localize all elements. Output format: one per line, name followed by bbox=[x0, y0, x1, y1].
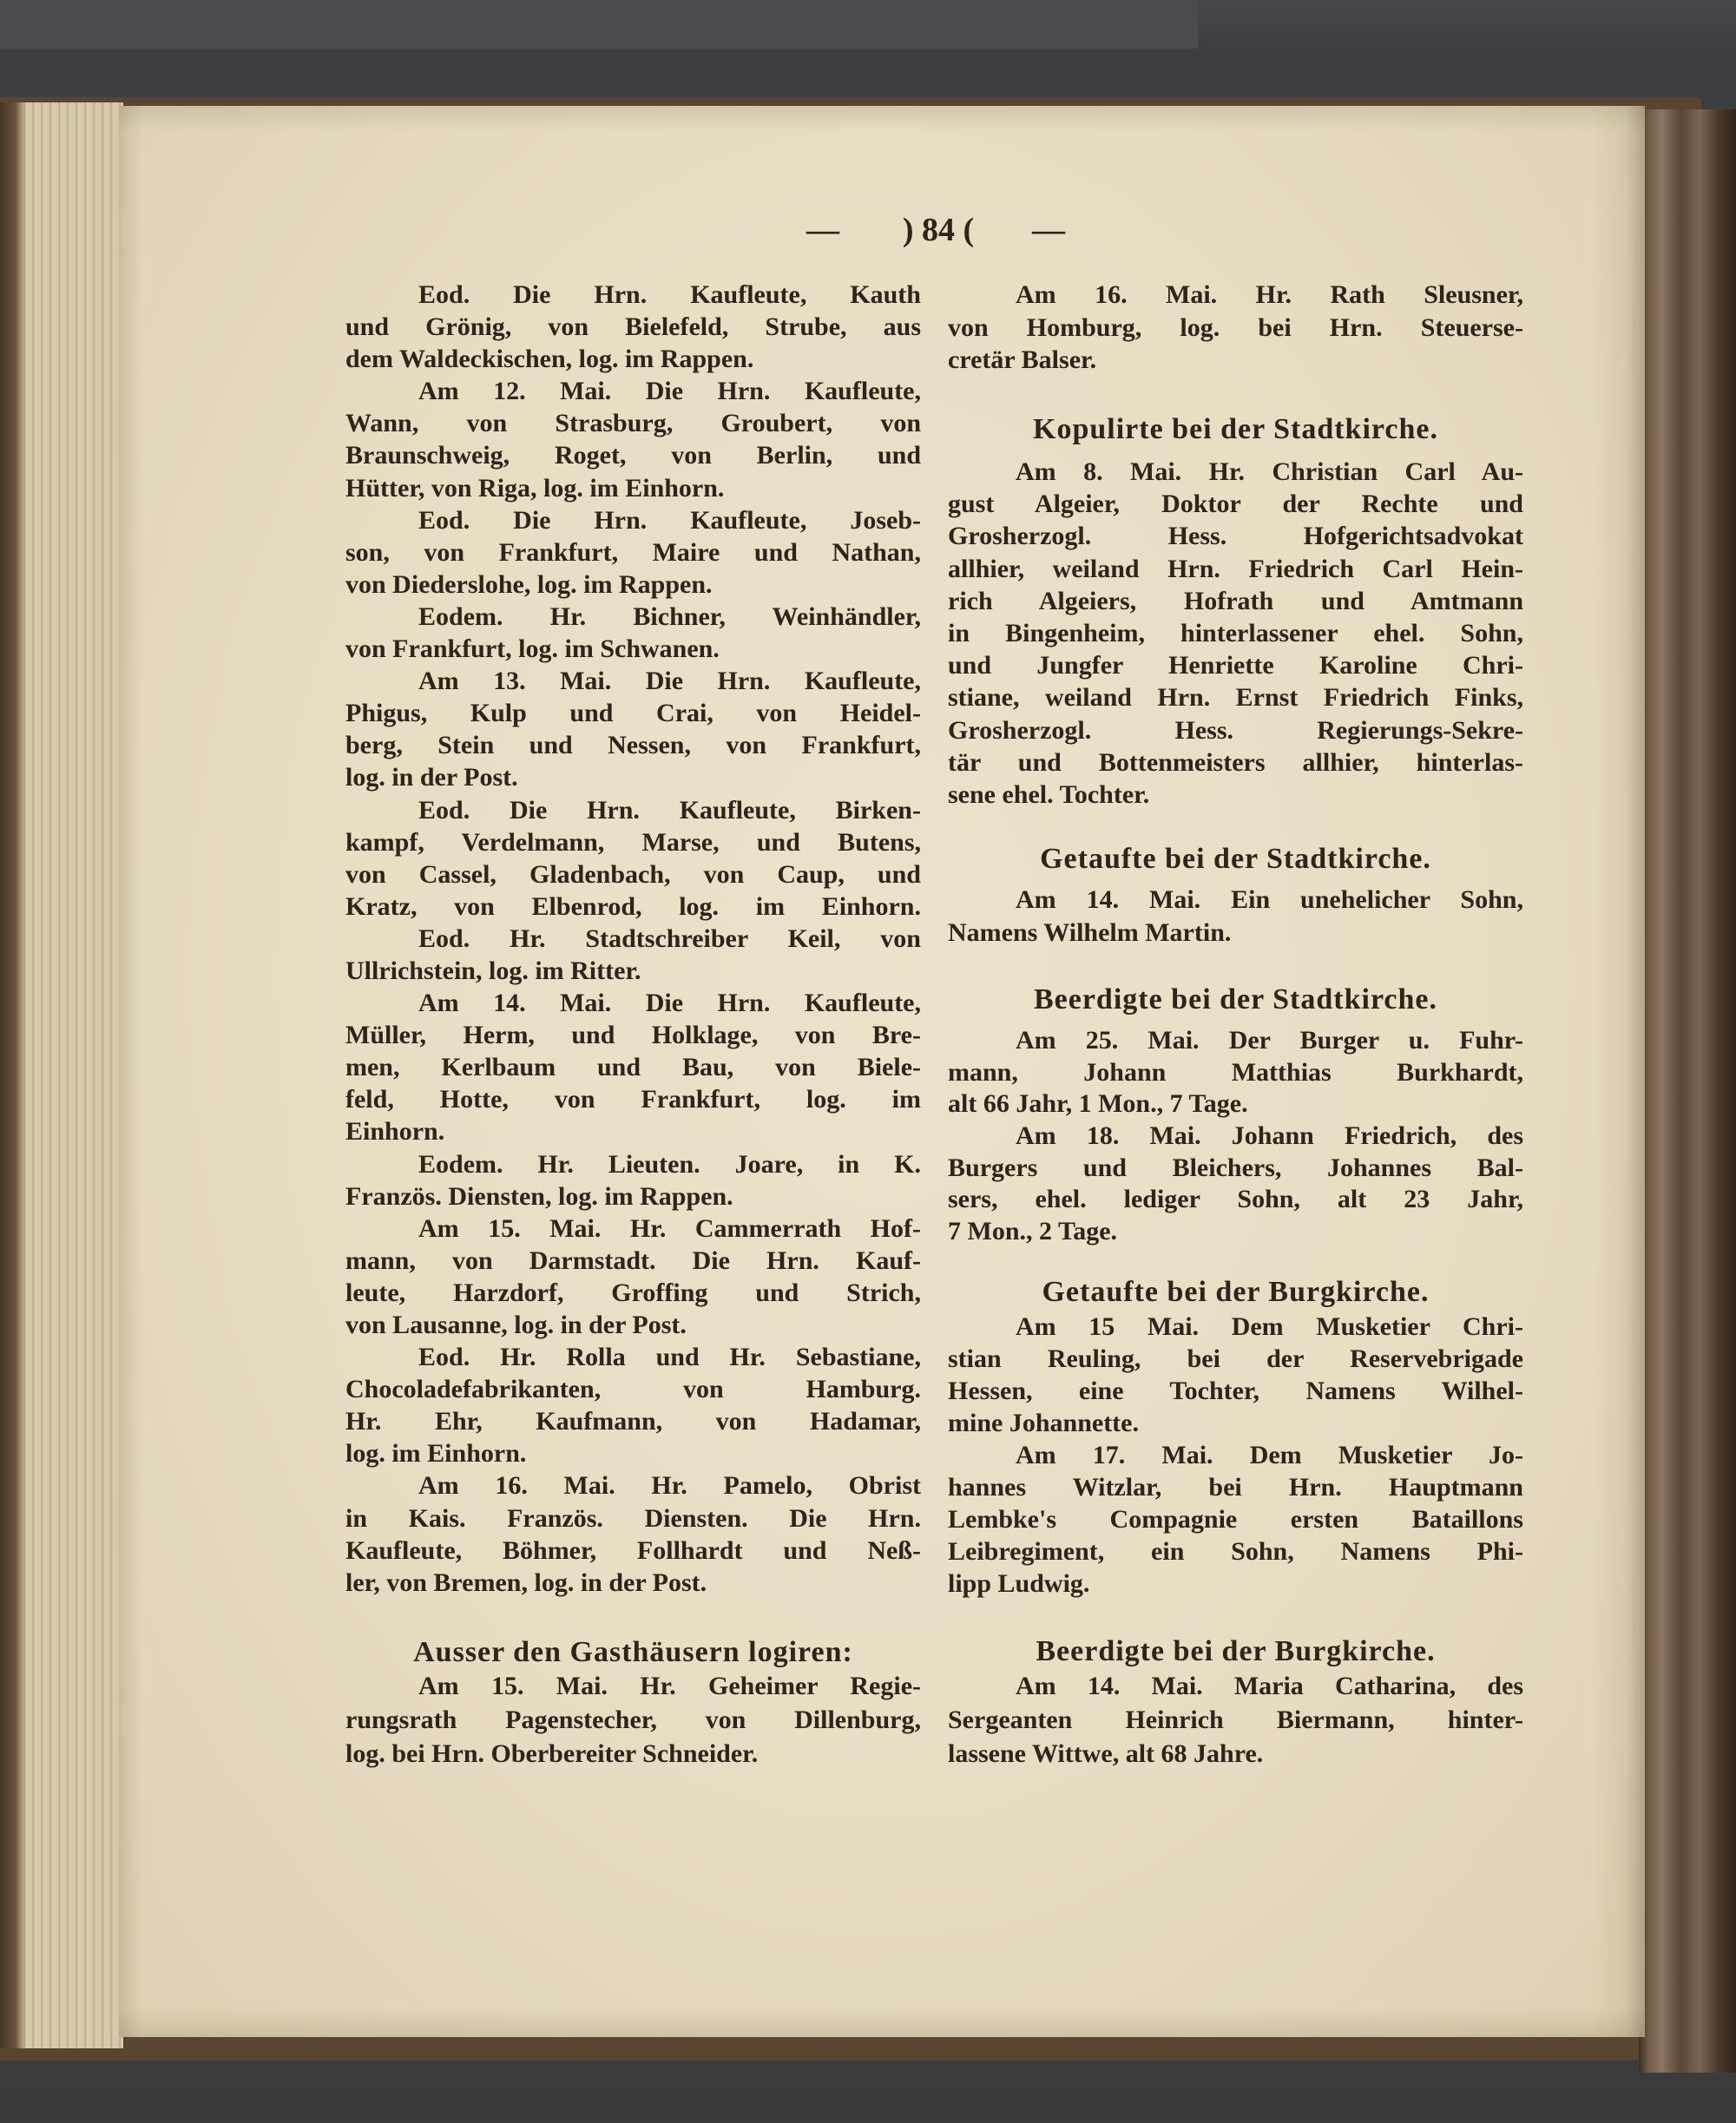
text-line: log. in der Post. bbox=[345, 763, 518, 792]
text-line: hannes Witzlar, bei Hrn. Hauptmann bbox=[948, 1473, 1523, 1502]
text-line: Eod. Die Hrn. Kaufleute, Kauth bbox=[418, 280, 921, 309]
text-line: Am 14. Mai. Die Hrn. Kaufleute, bbox=[418, 989, 921, 1018]
book-page bbox=[119, 106, 1645, 2037]
text-line: Chocoladefabrikanten, von Hamburg. bbox=[345, 1375, 921, 1404]
text-line: stiane, weiland Hrn. Ernst Friedrich Finks, bbox=[948, 683, 1523, 713]
text-line: Eod. Hr. Rolla und Hr. Sebastiane, bbox=[418, 1343, 921, 1372]
text-line: Sergeanten Heinrich Biermann, hinter- bbox=[948, 1706, 1523, 1734]
text-line: son, von Frankfurt, Maire und Nathan, bbox=[345, 537, 921, 567]
text-line: mann, von Darmstadt. Die Hrn. Kauf- bbox=[345, 1246, 921, 1275]
book-spine-edge bbox=[1639, 109, 1736, 2073]
text-line: dem Waldeckischen, log. im Rappen. bbox=[345, 345, 754, 374]
page-stack-edge bbox=[0, 102, 123, 2048]
text-line: Am 16. Mai. Hr. Pamelo, Obrist bbox=[418, 1471, 921, 1501]
baptisms-burgkirche-section bbox=[948, 1311, 1523, 1600]
text-line: kampf, Verdelmann, Marse, und Butens, bbox=[345, 827, 921, 857]
text-line: Am 15 Mai. Dem Musketier Chri- bbox=[1016, 1312, 1523, 1341]
text-line: Wann, von Strasburg, Groubert, von bbox=[345, 409, 921, 438]
text-line: Am 17. Mai. Dem Musketier Jo- bbox=[1016, 1441, 1523, 1469]
header-dash-right: — bbox=[1032, 212, 1065, 248]
text-line: Hütter, von Riga, log. im Einhorn. bbox=[345, 473, 725, 503]
text-line: Kaufleute, Böhmer, Follhardt und Neß- bbox=[345, 1535, 921, 1565]
text-line: Grosherzogl. Hess. Hofgerichtsadvokat bbox=[948, 522, 1523, 551]
text-line: leute, Harzdorf, Groffing und Strich, bbox=[345, 1278, 921, 1307]
baptisms-stadtkirche-section bbox=[948, 884, 1523, 950]
text-line: Hr. Ehr, Kaufmann, von Hadamar, bbox=[345, 1407, 921, 1436]
text-line: Hessen, eine Tochter, Namens Wilhel- bbox=[948, 1377, 1523, 1405]
text-line: Einhorn. bbox=[345, 1117, 445, 1147]
text-line: Am 18. Mai. Johann Friedrich, des bbox=[1016, 1121, 1523, 1151]
text-line: Am 15. Mai. Hr. Cammerrath Hof- bbox=[418, 1213, 921, 1243]
text-line: von Cassel, Gladenbach, von Caup, und bbox=[345, 859, 921, 889]
text-line: Am 15. Mai. Hr. Geheimer Regie- bbox=[418, 1672, 921, 1700]
text-line: Lembke's Compagnie ersten Bataillons bbox=[948, 1505, 1523, 1534]
text-line: log. bei Hrn. Oberbereiter Schneider. bbox=[345, 1739, 759, 1768]
text-line: und Grönig, von Bielefeld, Strube, aus bbox=[345, 312, 921, 342]
text-line: Eodem. Hr. Bichner, Weinhändler, bbox=[418, 601, 921, 631]
text-line: Am 25. Mai. Der Burger u. Fuhr- bbox=[1016, 1026, 1523, 1055]
text-line: lipp Ludwig. bbox=[948, 1569, 1090, 1598]
text-line: gust Algeier, Doktor der Rechte und bbox=[948, 490, 1523, 519]
section-heading: Kopulirte bei der Stadtkirche. bbox=[1033, 413, 1438, 445]
text-line: Grosherzogl. Hess. Regierungs-Sekre- bbox=[948, 715, 1523, 745]
text-line: berg, Stein und Nessen, von Frankfurt, bbox=[345, 731, 921, 760]
section-heading: Beerdigte bei der Stadtkirche. bbox=[1033, 983, 1438, 1015]
text-line: Am 14. Mai. Ein unehelicher Sohn, bbox=[1016, 885, 1523, 914]
text-line: men, Kerlbaum und Bau, von Biele- bbox=[345, 1053, 921, 1082]
text-line: von Diederslohe, log. im Rappen. bbox=[345, 569, 713, 599]
text-line: von Frankfurt, log. im Schwanen. bbox=[345, 634, 720, 664]
text-line: tär und Bottenmeisters allhier, hinterlas- bbox=[948, 747, 1523, 777]
burials-stadtkirche-section bbox=[948, 1025, 1523, 1248]
text-line: Namens Wilhelm Martin. bbox=[948, 918, 1232, 947]
text-line: 7 Mon., 2 Tage. bbox=[948, 1217, 1118, 1246]
text-line: Französ. Diensten, log. im Rappen. bbox=[345, 1181, 733, 1211]
text-line: Eodem. Hr. Lieuten. Joare, in K. bbox=[418, 1149, 921, 1179]
text-line: stian Reuling, bei der Reservebrigade bbox=[948, 1344, 1523, 1373]
text-line: rich Algeiers, Hofrath und Amtmann bbox=[948, 586, 1523, 615]
header-dash-left: — bbox=[806, 212, 839, 248]
text-line: Braunschweig, Roget, von Berlin, und bbox=[345, 441, 921, 470]
text-line: in Bingenheim, hinterlassener ehel. Sohn, bbox=[948, 618, 1523, 647]
text-line: Eod. Die Hrn. Kaufleute, Birken- bbox=[418, 795, 921, 825]
background-shade bbox=[0, 0, 1198, 49]
private-lodgings-section bbox=[345, 1669, 921, 1771]
text-line: mann, Johann Matthias Burkhardt, bbox=[948, 1057, 1523, 1087]
section-heading: Getaufte bei der Burgkirche. bbox=[1042, 1276, 1430, 1308]
section-heading: Beerdigte bei der Burgkirche. bbox=[1036, 1635, 1436, 1667]
marriages-section bbox=[948, 456, 1523, 811]
text-line: Am 16. Mai. Hr. Rath Sleusner, bbox=[1016, 280, 1523, 309]
page-number: ) 84 ( bbox=[902, 212, 975, 248]
text-line: mine Johannette. bbox=[948, 1409, 1139, 1437]
arrivals-continued-section bbox=[948, 279, 1523, 377]
text-line: Ullrichstein, log. im Ritter. bbox=[345, 956, 641, 985]
text-line: und Jungfer Henriette Karoline Chri- bbox=[948, 651, 1523, 680]
text-line: Am 8. Mai. Hr. Christian Carl Au- bbox=[1016, 457, 1523, 486]
text-line: lassene Wittwe, alt 68 Jahre. bbox=[948, 1739, 1264, 1768]
text-line: Phigus, Kulp und Crai, von Heidel- bbox=[345, 699, 921, 728]
text-line: von Homburg, log. bei Hrn. Steuerse- bbox=[948, 312, 1523, 342]
text-line: cretär Balser. bbox=[948, 345, 1097, 374]
text-line: Am 13. Mai. Die Hrn. Kaufleute, bbox=[418, 667, 921, 696]
section-heading: Ausser den Gasthäusern logiren: bbox=[413, 1636, 853, 1668]
text-line: log. im Einhorn. bbox=[345, 1439, 527, 1469]
text-line: Eod. Die Hrn. Kaufleute, Joseb- bbox=[418, 505, 921, 535]
text-line: sene ehel. Tochter. bbox=[948, 779, 1150, 809]
text-line: feld, Hotte, von Frankfurt, log. im bbox=[345, 1085, 921, 1114]
text-line: alt 66 Jahr, 1 Mon., 7 Tage. bbox=[948, 1089, 1248, 1119]
text-line: Kratz, von Elbenrod, log. im Einhorn. bbox=[345, 891, 921, 921]
text-line: sers, ehel. lediger Sohn, alt 23 Jahr, bbox=[948, 1185, 1523, 1214]
text-line: Müller, Herm, und Holklage, von Bre- bbox=[345, 1021, 921, 1050]
text-line: von Lausanne, log. in der Post. bbox=[345, 1311, 687, 1339]
text-line: Eod. Hr. Stadtschreiber Keil, von bbox=[418, 923, 921, 953]
text-line: Am 12. Mai. Die Hrn. Kaufleute, bbox=[418, 377, 921, 406]
text-line: ler, von Bremen, log. in der Post. bbox=[345, 1568, 707, 1597]
left-column bbox=[345, 106, 921, 2037]
right-column bbox=[948, 106, 1523, 2037]
arrivals-section bbox=[345, 279, 921, 1599]
text-line: Am 14. Mai. Maria Catharina, des bbox=[1016, 1672, 1523, 1700]
text-line: Leibregiment, ein Sohn, Namens Phi- bbox=[948, 1537, 1523, 1566]
text-line: in Kais. Französ. Diensten. Die Hrn. bbox=[345, 1503, 921, 1533]
section-heading: Getaufte bei der Stadtkirche. bbox=[1040, 843, 1431, 875]
text-line: rungsrath Pagenstecher, von Dillenburg, bbox=[345, 1706, 921, 1734]
text-line: Burgers und Bleichers, Johannes Bal- bbox=[948, 1153, 1523, 1182]
text-line: allhier, weiland Hrn. Friedrich Carl Hein- bbox=[948, 554, 1523, 583]
burials-burgkirche-section bbox=[948, 1669, 1523, 1771]
